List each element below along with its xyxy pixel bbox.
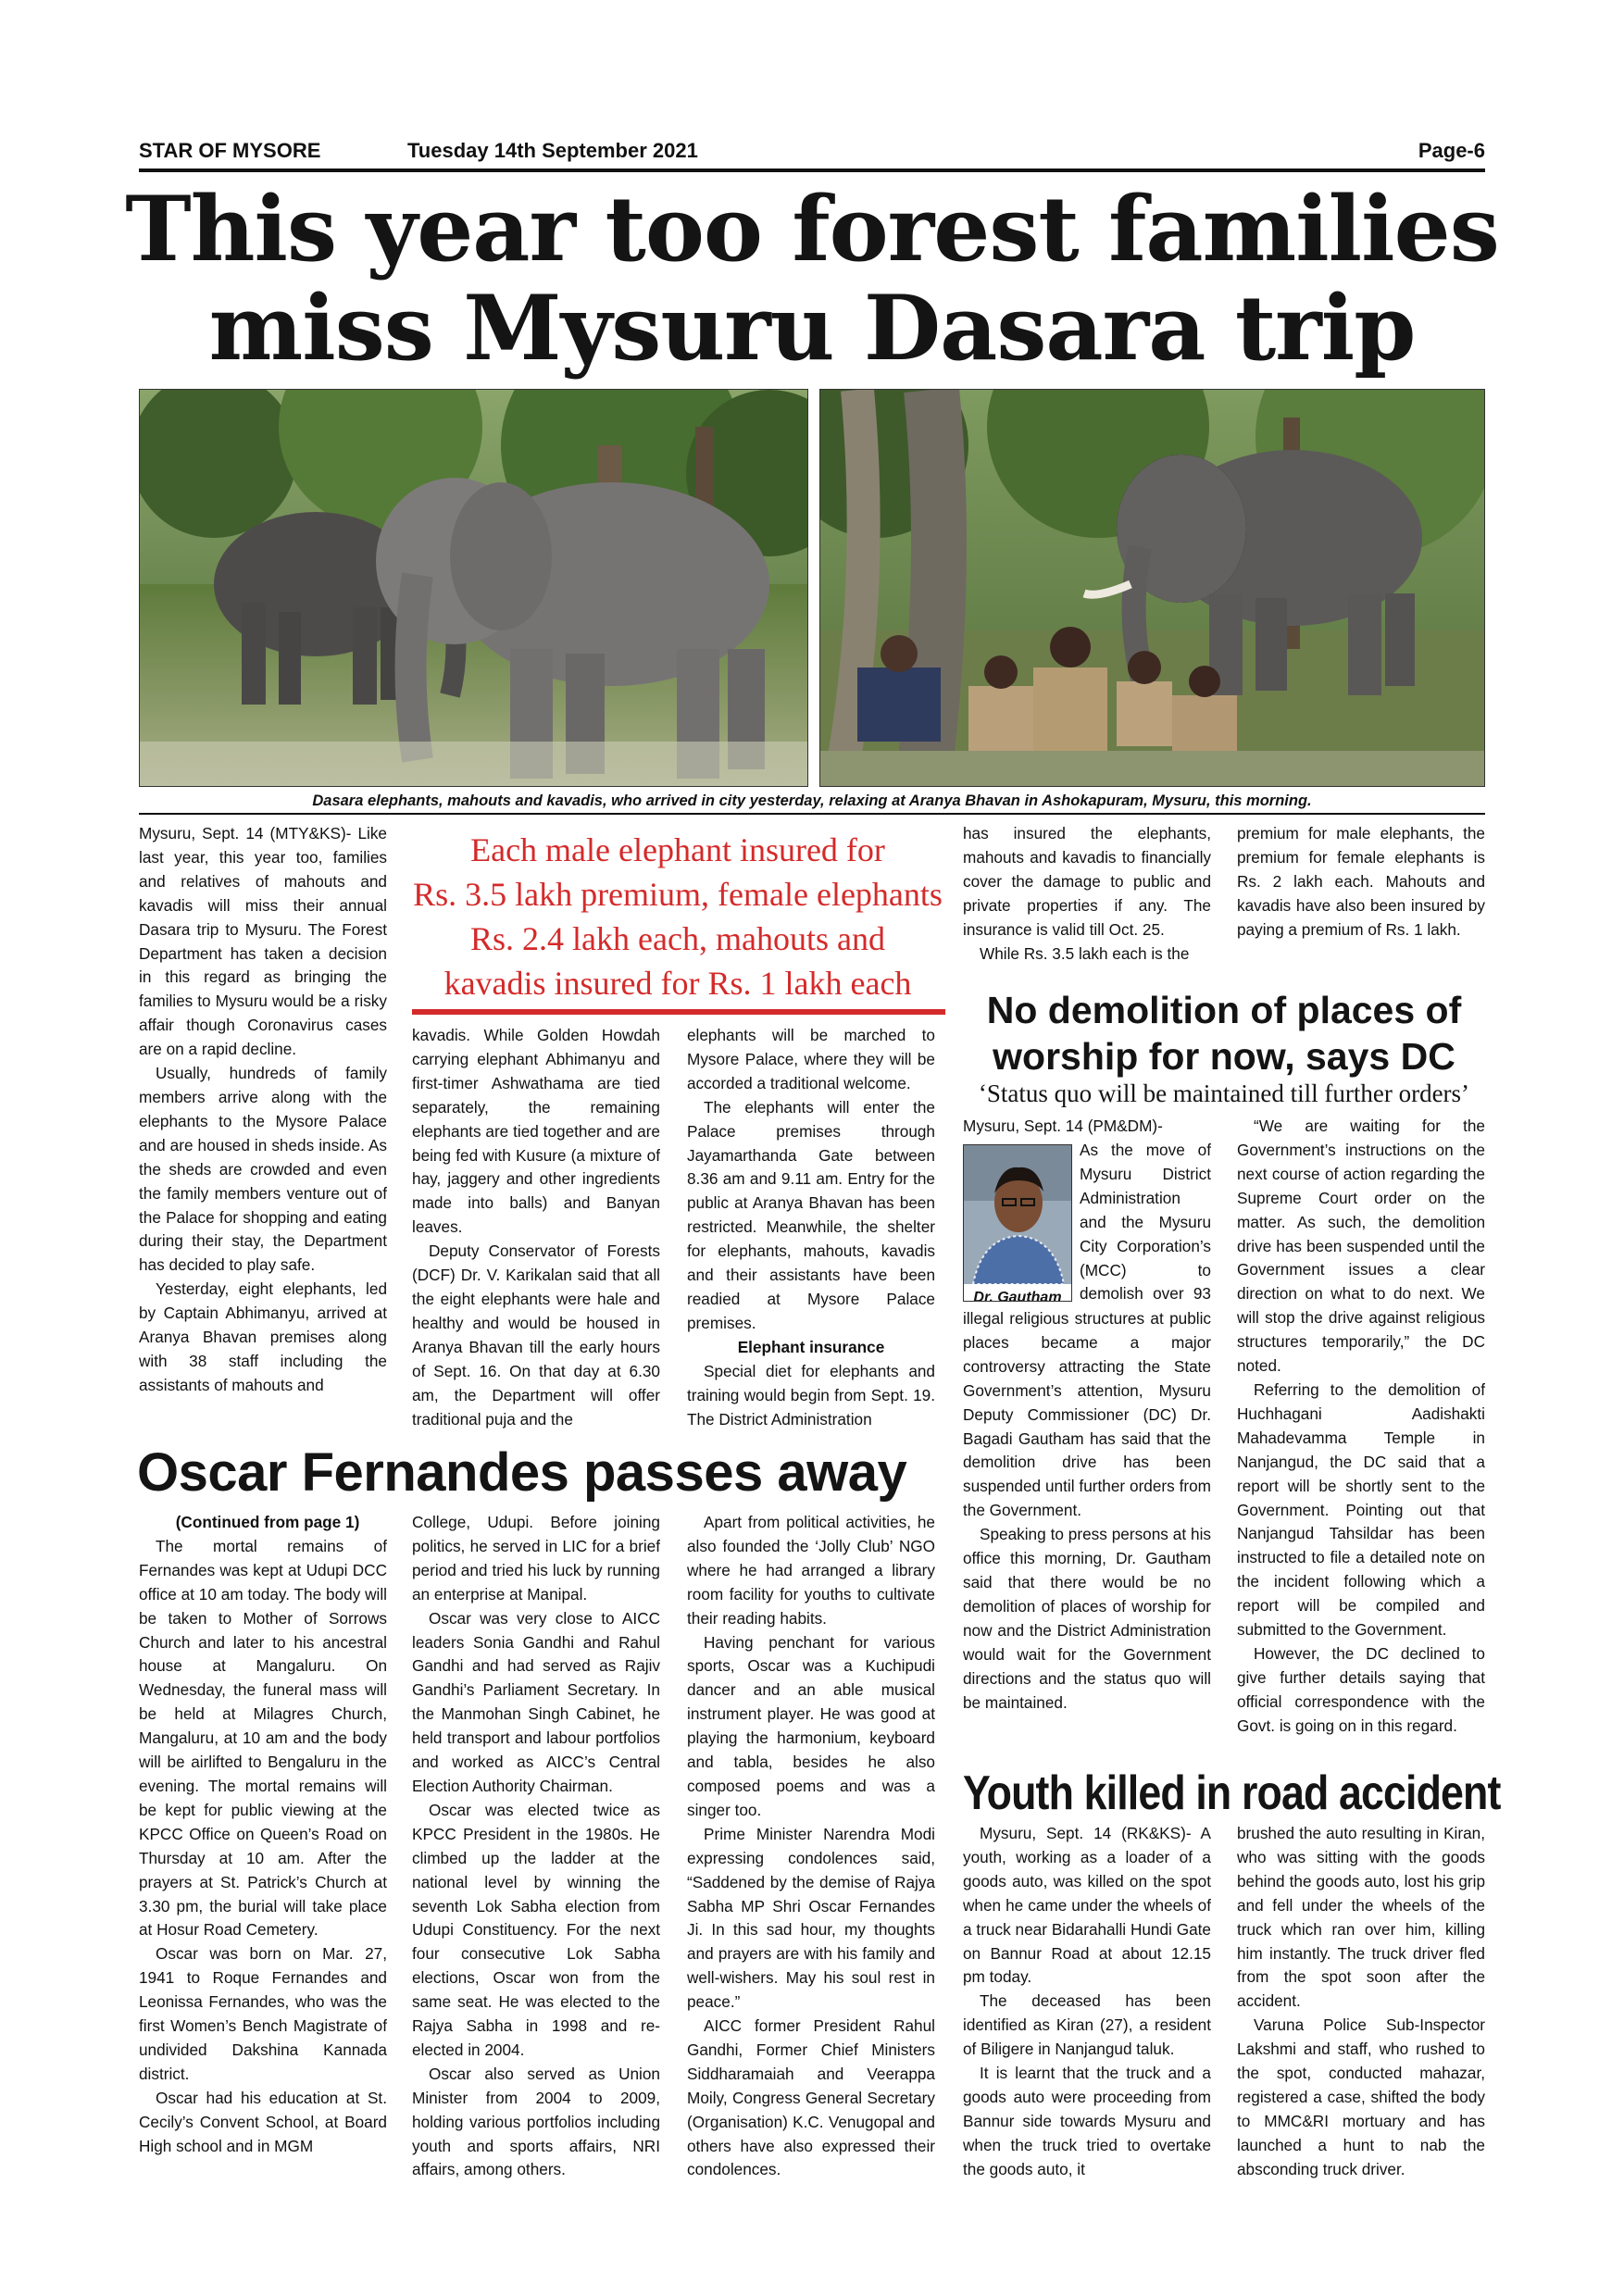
oscar-col1-paragraph-1: The mortal remains of Fernandes was kept at Udupi DCC office at 10 am today. The body will be taken to Mother of Sorrows Church and later to his ancestral house at Mangaluru. On Wednesday, the funeral mass will be held at Milagres Church, Mangaluru, at 10 am and the body will be airlifted to Bengaluru in the evening. The mortal remains will be kept for public viewing at the KPCC Office on Queen’s Road on Thursday at 10 am. After the prayers at St. Patrick’s Church at 3.30 pm, the burial will take place at Hosur Road Cemetery.: [139, 1536, 387, 1940]
lead-col1-paragraph-2: Usually, hundreds of family members arrive along with the elephants to the Mysore Palace and are housed in sheds inside. As the sheds are crowded and even the family members venture out of the Palace for shopping and eating during their stay, the Department has decided to play safe.: [139, 1064, 387, 1275]
youth-col2-paragraph-2: Varuna Police Sub-Inspector Lakshmi and staff, who rushed to the spot, conducted mahazar, registered a case, shifted the body to MMC&RI mortuary and has launched a hunt to nab the absconding truck driver.: [1237, 2015, 1485, 2178]
oscar-continued-note: (Continued from page 1): [175, 1513, 360, 1531]
lead-col1-paragraph-3: Yesterday, eight elephants, led by Captain Abhimanyu, arrived at Aranya Bhavan premises along with 38 staff including the assistants of mahouts and: [139, 1279, 387, 1394]
lead-col3-paragraph-1: elephants will be marched to Mysore Palace, where they will be accorded a traditional welcome.: [687, 1026, 935, 1092]
demolition-headline-line-2: worship for now, says DC: [993, 1035, 1455, 1078]
youth-column-1: [963, 1822, 1211, 2194]
oscar-col2-paragraph-2: Oscar was very close to AICC leaders Sonia Gandhi and Rahul Gandhi and had served as Rajiv Gandhi’s Parliament Secretary. In the Manmohan Singh Cabinet, he held transport and labour portfolios and worked as AICC’s Central Election Authority Chairman.: [412, 1608, 660, 1795]
pull-quote-line-2: Rs. 3.5 lakh premium, female elephants: [413, 876, 943, 913]
page-number: Page-6: [1418, 139, 1485, 162]
youth-col2-paragraph-1: brushed the auto resulting in Kiran, who was sitting with the goods behind the goods auto, lost his grip and fell under the wheels of the truck which ran over him, killing him instantly. The truck driver fled from the spot soon after the accident.: [1237, 1824, 1485, 2011]
lead-column-5: [1237, 822, 1485, 980]
demolition-headline: [959, 987, 1489, 1079]
demolition-col1-paragraph-2: Speaking to press persons at his office this morning, Dr. Gautham said that there would be no demolition of places of worship for now and the District Administration would wait for the Government directions and the status quo will be maintained.: [963, 1525, 1211, 1712]
masthead-rule: [139, 168, 1485, 172]
lead-column-1: [139, 822, 387, 1433]
oscar-col3-paragraph-2: Having penchant for various sports, Oscar was a Kuchipudi dancer and an able musical instrument player. He was good at playing the harmonium, keyboard and tabla, besides he also composed poems and was a singer too.: [687, 1632, 935, 1819]
pull-quote-line-4: kavadis insured for Rs. 1 lakh each: [443, 965, 912, 1002]
oscar-col1-paragraph-2: Oscar was born on Mar. 27, 1941 to Roque Fernandes and Leonissa Fernandes, who was the first Women’s Bench Magistrate of undivided Dakshina Kannada district.: [139, 1944, 387, 2083]
oscar-column-3: [687, 1511, 935, 2194]
lead-col4-paragraph-1: has insured the elephants, mahouts and kavadis to financially cover the damage to public and private properties if any. The insurance is valid till Oct. 25.: [963, 824, 1211, 939]
pull-quote-line-1: Each male elephant insured for: [470, 831, 885, 868]
oscar-col3-paragraph-3: Prime Minister Narendra Modi expressing condolences said, “Saddened by the demise of Rajya Sabha MP Shri Oscar Fernandes Ji. In this sad hour, my thoughts and prayers are with his family and well-wishers. May his soul rest in peace.”: [687, 1824, 935, 2012]
demolition-col2-paragraph-2: Referring to the demolition of Huchhagani Aadishakti Mahadevamma Temple in Nanjangud, the DC said that a report will be shortly sent to the Government. Pointing out that Nanjangud Tahsildar has been instructed to file a detailed note on the incident following which a report will be compiled and submitted to the Government.: [1237, 1379, 1485, 1640]
lead-headline-line-2: miss Mysuru Dasara trip: [208, 276, 1416, 381]
oscar-headline: Oscar Fernandes passes away: [137, 1442, 907, 1503]
demolition-col1-paragraph-1: illegal religious structures at public places became a major controversy attracting the State Government’s attention, Mysuru Deputy Commissioner (DC) Dr. Bagadi Gautham has said that the demolition drive has been suspended until further orders from the Government.: [963, 1309, 1211, 1520]
lead-headline-line-1: This year too forest families: [125, 177, 1499, 281]
youth-col1-paragraph-1: Mysuru, Sept. 14 (RK&KS)- A youth, working as a loader of a goods auto, was killed on the spot when he came under the wheels of a truck near Bidarahalli Hundi Gate on Bannur Road at about 12.15 pm today.: [963, 1824, 1211, 1987]
pull-quote-line-3: Rs. 2.4 lakh each, mahouts and: [470, 920, 885, 957]
oscar-column-2: [412, 1511, 660, 2194]
portrait-graphic: [964, 1145, 1072, 1284]
photo-elephants-under-trees: [139, 389, 808, 787]
lead-col2-paragraph-2: Deputy Conservator of Forests (DCF) Dr. V. Karikalan said that all the eight elephants were hale and healthy and would be housed in Aranya Bhavan till the early hours of Sept. 16. On that day at 6.30 am, the Department will offer traditional puja and the: [412, 1242, 660, 1429]
demolition-column-2: [1237, 1115, 1485, 1742]
oscar-col2-paragraph-3: Oscar was elected twice as KPCC President in the 1980s. He climbed up the ladder at the national level by winning the seventh Lok Sabha election from Udupi Constituency. For the next four consecutive Lok Sabha elections, Oscar won from the same seat. He was elected to the Rajya Sabha in 1998 and re-elected in 2004.: [412, 1800, 660, 2059]
youth-headline: Youth killed in road accident: [963, 1766, 1501, 1820]
oscar-col2-paragraph-1: College, Udupi. Before joining politics, he served in LIC for a brief period and tried his luck by running an enterprise at Manipal.: [412, 1513, 660, 1603]
demolition-dateline-text: Mysuru, Sept. 14 (PM&DM)-: [963, 1117, 1163, 1135]
oscar-col3-paragraph-4: AICC former President Rahul Gandhi, Former Chief Ministers Siddharamaiah and Veerappa Moily, Congress General Secretary (Organisation) K.C. Venugopal and others have also expressed their condolences.: [687, 2016, 935, 2179]
portrait-dr-gautham: [963, 1144, 1072, 1302]
lead-col4-paragraph-2: While Rs. 3.5 lakh each is the: [980, 943, 1190, 963]
youth-col1-paragraph-2: The deceased has been identified as Kiran (27), a resident of Biligere in Nanjangud taluk.: [963, 1991, 1211, 2059]
lead-col3-paragraph-2: The elephants will enter the Palace premises through Jayamarthanda Gate between 8.36 am and 9.11 am. Entry for the public at Aranya Bhavan has been restricted. Meanwhile, the shelter for elephants, mahouts, kavadis and their assistants have been readied at Mysore Palace premises.: [687, 1097, 935, 1332]
oscar-col3-paragraph-1: Apart from political activities, he also founded the ‘Jolly Club’ NGO where he had arranged a library room facility for youths to cultivate their reading habits.: [687, 1513, 935, 1628]
photo-mahouts-and-elephant: [819, 389, 1485, 787]
issue-date: Tuesday 14th September 2021: [407, 139, 698, 162]
lead-col5-paragraph-1: premium for male elephants, the premium for female elephants is Rs. 2 lakh each. Mahouts and kavadis have also been insured by paying a premium of Rs. 1 lakh.: [1237, 824, 1485, 939]
lead-column-4: [963, 822, 1211, 980]
photo-elephants-graphic: [140, 390, 808, 787]
oscar-col1-paragraph-3: Oscar had his education at St. Cecily’s Convent School, at Board High school and in MGM: [139, 2088, 387, 2155]
oscar-column-1: [139, 1511, 387, 2194]
pull-quote: [406, 828, 950, 1005]
portrait-caption: Dr. Gautham: [964, 1289, 1071, 1302]
demolition-column-1: [963, 1307, 1211, 1742]
demolition-beside-portrait: [1080, 1139, 1211, 1307]
demolition-beside-text: As the move of Mysuru District Administration and the Mysuru City Corporation’s (MCC) to demolish over 93: [1080, 1141, 1211, 1304]
oscar-col2-paragraph-4: Oscar also served as Union Minister from 2004 to 2009, holding various portfolios including youth and sports affairs, NRI affairs, among others.: [412, 2064, 660, 2179]
lead-column-3: [687, 1024, 935, 1433]
demolition-headline-line-1: No demolition of places of: [986, 989, 1462, 1031]
photo-mahouts-graphic: [820, 390, 1485, 787]
demolition-subhead: ‘Status quo will be maintained till further orders’: [978, 1079, 1470, 1107]
lead-column-2: [412, 1024, 660, 1433]
lead-col2-paragraph-1: kavadis. While Golden Howdah carrying elephant Abhimanyu and first-timer Ashwathama are tied separately, the remaining elephants are tied together and are being fed with Kusure (a mixture of hay, jaggery and other ingredients made into balls) and Banyan leaves.: [412, 1026, 660, 1237]
lead-col1-paragraph-1: Mysuru, Sept. 14 (MTY&KS)- Like last year, this year too, families and relatives of mahouts and kavadis will miss their annual Dasara trip to Mysuru. The Forest Department has taken a decision in this regard as bringing the families to Mysuru would be a risky affair though Coronavirus cases are on a rapid decline.: [139, 824, 387, 1059]
lead-col3-paragraph-3: Special diet for elephants and training would begin from Sept. 19. The District Administration: [687, 1361, 935, 1429]
paper-name: STAR OF MYSORE: [139, 139, 321, 162]
youth-col1-paragraph-3: It is learnt that the truck and a goods auto were proceeding from Bannur side towards Mysuru and when the truck tried to overtake the goods auto, it: [963, 2064, 1211, 2178]
lead-col3-subhead: Elephant insurance: [737, 1337, 885, 1356]
pull-quote-rule: [412, 1009, 945, 1015]
photo-caption: Dasara elephants, mahouts and kavadis, who arrived in city yesterday, relaxing at Aranya Bhavan in Ashokapuram, Mysuru, this morning.: [312, 792, 1312, 809]
youth-column-2: [1237, 1822, 1485, 2194]
demolition-dateline: [963, 1115, 1211, 1139]
caption-rule: [139, 813, 1485, 815]
demolition-col2-paragraph-1: “We are waiting for the Government’s instructions on the next course of action regarding the Supreme Court order on the matter. As such, the demolition drive has been suspended until the Government issues a clear direction on what to do next. We will stop the drive against religious structures temporarily,” the DC noted.: [1237, 1117, 1485, 1376]
demolition-col2-paragraph-3: However, the DC declined to give further details saying that official correspondence with the Govt. is going on in this regard.: [1237, 1643, 1485, 1735]
